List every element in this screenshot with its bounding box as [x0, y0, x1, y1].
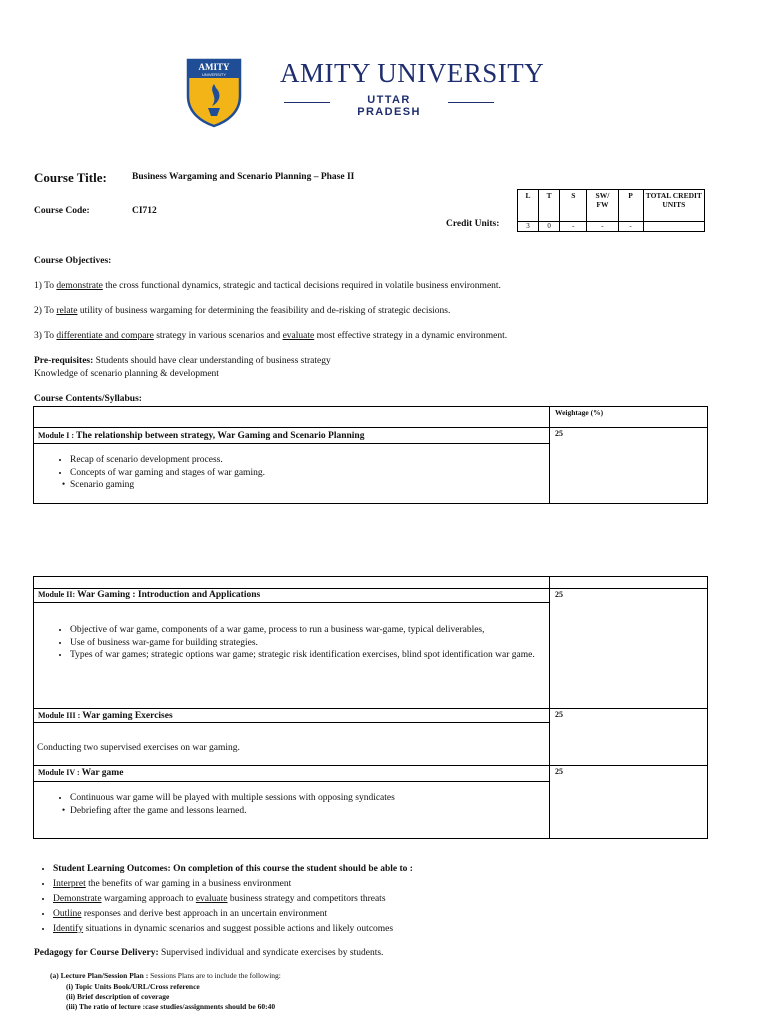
- syllabus-heading: Course Contents/Syllabus:: [34, 394, 142, 404]
- credit-header: TOTAL CREDIT UNITS: [643, 190, 704, 222]
- course-code-label: Course Code:: [34, 206, 90, 216]
- pedagogy-text: Supervised individual and syndicate exercises by students.: [158, 948, 384, 958]
- logo-text: AMITY: [198, 62, 230, 72]
- list-item: • Types of war games; strategic options war game; strategic risk identification exercises, blind spot identification war game.: [70, 649, 583, 662]
- module-2-list: [33, 624, 583, 662]
- module-4-weight: 25: [555, 767, 563, 776]
- list-item: • Use of business war-game for building strategies.: [70, 637, 583, 650]
- university-name: AMITY UNIVERSITY: [280, 58, 545, 88]
- prereq-line1: Students should have clear understanding of business strategy: [93, 356, 331, 366]
- campus-line: [284, 94, 494, 118]
- campus-name: UTTAR PRADESH: [357, 94, 421, 118]
- objective-text: 2) To: [34, 306, 57, 316]
- module-2-weight: 25: [555, 590, 563, 599]
- module-4-title: Module IV : War game: [38, 768, 124, 778]
- objective-text: strategy in various scenarios and: [153, 331, 283, 341]
- credit-header: S: [560, 190, 587, 222]
- credit-value: -: [560, 222, 587, 232]
- list-item: • Continuous war game will be played with multiple sessions with opposing syndicates: [70, 792, 580, 805]
- list-item: • Recap of scenario development process.: [70, 454, 570, 467]
- objective-3: [34, 331, 507, 341]
- lecture-plan-items: [66, 982, 275, 1012]
- outcome-item: • Interpret the benefits of war gaming in a business environment: [53, 877, 720, 892]
- list-item: • Debriefing after the game and lessons learned.: [70, 805, 580, 818]
- objective-text: utility of business wargaming for determining the feasibility and de-risking of strategic decisions.: [77, 306, 451, 316]
- weightage-header: Weightage (%): [555, 408, 604, 417]
- logo-subtext: UNIVERSITY: [201, 72, 227, 77]
- course-code-value: CI712: [132, 206, 157, 216]
- outcomes-heading: • Student Learning Outcomes: On completion of this course the student should be able to :: [53, 862, 720, 877]
- objective-text: 3) To: [34, 331, 57, 341]
- outcome-item: • Identify situations in dynamic scenarios and suggest possible actions and likely outcomes: [53, 922, 720, 937]
- credit-header: T: [539, 190, 560, 222]
- credit-value: -: [587, 222, 618, 232]
- objective-2: [34, 306, 450, 316]
- module-1-title: Module I : The relationship between strategy, War Gaming and Scenario Planning: [38, 431, 365, 441]
- list-item: • Scenario gaming: [70, 479, 570, 492]
- pedagogy: [34, 948, 383, 958]
- outcome-item: • Outline responses and derive best approach in an uncertain environment: [53, 907, 720, 922]
- course-title-label: Course Title:: [34, 170, 107, 185]
- module-3-title: Module III : War gaming Exercises: [38, 711, 173, 721]
- credit-value: 0: [539, 222, 560, 232]
- module-1-weight: 25: [555, 429, 563, 438]
- objective-verb: evaluate: [282, 331, 315, 341]
- amity-logo: [186, 58, 242, 133]
- plan-item: (iii) The ratio of lecture :case studies/assignments should be 60:40: [66, 1002, 276, 1011]
- objective-text: the cross functional dynamics, strategic and tactical decisions required in volatile business environment.: [102, 281, 501, 291]
- pedagogy-label: Pedagogy for Course Delivery:: [34, 948, 159, 958]
- outcome-item: • Demonstrate wargaming approach to evaluate business strategy and competitors threats: [53, 892, 720, 907]
- objective-1: [34, 281, 501, 291]
- module-4-list: [33, 792, 580, 817]
- objective-verb: demonstrate: [56, 281, 103, 291]
- plan-item: (ii) Brief description of coverage: [66, 992, 170, 1001]
- credit-header: P: [618, 190, 643, 222]
- objective-text: most effective strategy in a dynamic environment.: [314, 331, 508, 341]
- prerequisites: [34, 356, 331, 366]
- credit-table: [517, 189, 705, 232]
- module-2-title: Module II: War Gaming : Introduction and Applications: [38, 590, 261, 600]
- lecture-plan: (a) Lecture Plan/Session Plan : Sessions Plans are to include the following:: [50, 971, 281, 980]
- prereq-label: Pre-requisites:: [34, 356, 94, 366]
- credit-value: -: [618, 222, 643, 232]
- objectives-heading: Course Objectives:: [34, 256, 112, 266]
- objective-text: 1) To: [34, 281, 57, 291]
- module-3-weight: 25: [555, 710, 563, 719]
- module-3-text: Conducting two supervised exercises on war gaming.: [37, 743, 240, 753]
- credit-value: [643, 222, 704, 232]
- credit-units-label: Credit Units:: [446, 219, 500, 229]
- credit-header: L: [518, 190, 539, 222]
- credit-value: 3: [518, 222, 539, 232]
- objective-verb: relate: [56, 306, 78, 316]
- learning-outcomes: [0, 862, 720, 937]
- course-title-value: Business Wargaming and Scenario Planning – Phase II: [132, 172, 355, 182]
- credit-header: SW/ FW: [587, 190, 618, 222]
- objective-verb: differentiate and compare: [56, 331, 154, 341]
- prereq-line2: Knowledge of scenario planning & development: [34, 369, 219, 379]
- list-item: • Concepts of war gaming and stages of war gaming.: [70, 467, 570, 480]
- module-1-list: [33, 454, 570, 492]
- plan-item: (i) Topic Units Book/URL/Cross reference: [66, 982, 200, 991]
- list-item: • Objective of war game, components of a war game, process to run a business war-game, typical deliverables,: [70, 624, 583, 637]
